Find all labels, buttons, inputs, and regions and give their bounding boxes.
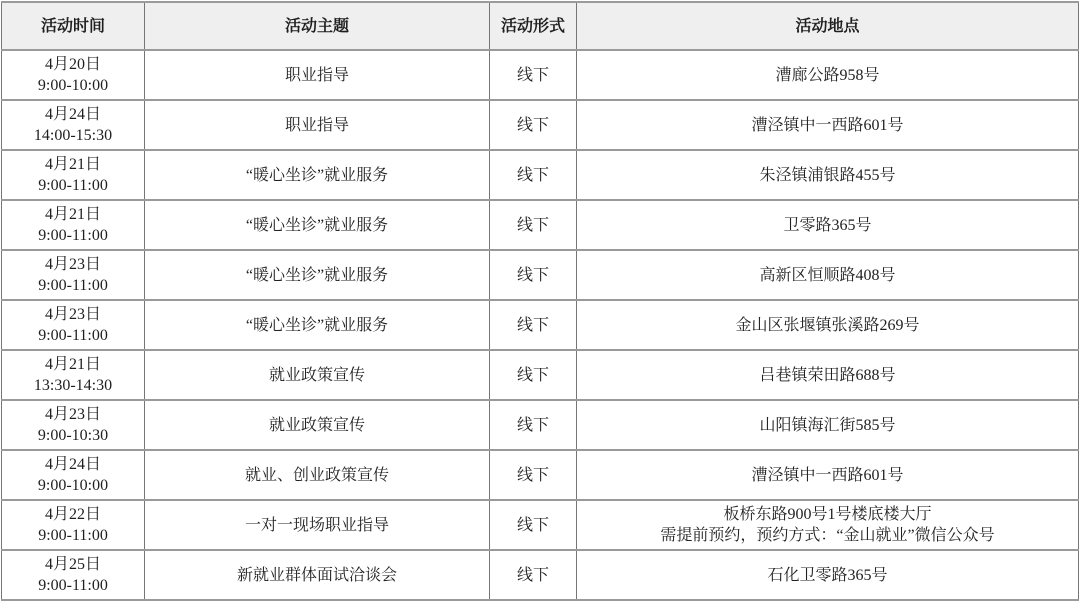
location-line: 卫零路365号: [783, 216, 872, 234]
location-cell: [577, 100, 1079, 150]
activity-time: 9:00-11:00: [38, 327, 108, 344]
activity-date: 4月21日: [44, 206, 101, 223]
table-row: [2, 50, 1079, 100]
activity-time: 9:00-11:00: [38, 227, 108, 244]
location-line: 漕泾镇中一西路601号: [751, 466, 904, 484]
table-row: [2, 550, 1079, 600]
topic-cell: 一对一现场职业指导: [145, 500, 490, 550]
activity-date: 4月21日: [44, 356, 101, 373]
location-cell: [577, 450, 1079, 500]
topic-cell: “暖心坐诊”就业服务: [145, 300, 490, 350]
time-cell: [2, 100, 145, 150]
activity-date: 4月23日: [44, 406, 101, 423]
topic-cell: 就业政策宣传: [145, 400, 490, 450]
topic-cell: “暖心坐诊”就业服务: [145, 150, 490, 200]
format-cell: 线下: [490, 200, 577, 250]
topic-cell: 职业指导: [145, 50, 490, 100]
format-cell: 线下: [490, 300, 577, 350]
time-cell: [2, 550, 145, 600]
table-body: [2, 50, 1079, 600]
location-cell: [577, 300, 1079, 350]
topic-cell: 就业政策宣传: [145, 350, 490, 400]
column-header-time: 活动时间: [2, 2, 145, 50]
format-cell: 线下: [490, 100, 577, 150]
topic-cell: 新就业群体面试洽谈会: [145, 550, 490, 600]
format-cell: 线下: [490, 350, 577, 400]
time-cell: [2, 150, 145, 200]
location-line: 板桥东路900号1号楼底楼大厅: [723, 506, 932, 523]
location-cell: [577, 150, 1079, 200]
topic-cell: 职业指导: [145, 100, 490, 150]
activity-date: 4月24日: [44, 106, 101, 123]
topic-cell: “暖心坐诊”就业服务: [145, 250, 490, 300]
format-cell: 线下: [490, 50, 577, 100]
activity-date: 4月21日: [44, 156, 101, 173]
location-cell: [577, 200, 1079, 250]
topic-cell: “暖心坐诊”就业服务: [145, 200, 490, 250]
format-cell: 线下: [490, 400, 577, 450]
activity-time: 9:00-10:00: [37, 477, 109, 494]
column-header-topic: 活动主题: [145, 2, 490, 50]
location-cell: [577, 350, 1079, 400]
activity-time: 9:00-11:00: [38, 177, 108, 194]
location-cell: [577, 50, 1079, 100]
format-cell: 线下: [490, 550, 577, 600]
table-row: [2, 200, 1079, 250]
table-row: [2, 250, 1079, 300]
table-row: [2, 150, 1079, 200]
location-line: 漕廊公路958号: [775, 66, 880, 84]
activity-time: 9:00-11:00: [38, 577, 108, 594]
format-cell: 线下: [490, 150, 577, 200]
location-line: 漕泾镇中一西路601号: [751, 116, 904, 134]
location-line: 石化卫零路365号: [767, 566, 888, 584]
header-row: [2, 2, 1079, 50]
activity-time: 14:00-15:30: [33, 127, 113, 144]
time-cell: [2, 450, 145, 500]
location-cell: [577, 400, 1079, 450]
table-row: [2, 100, 1079, 150]
activity-time: 13:30-14:30: [33, 377, 113, 394]
location-cell: [577, 250, 1079, 300]
time-cell: [2, 200, 145, 250]
activity-date: 4月22日: [44, 506, 101, 523]
activity-date: 4月20日: [44, 56, 101, 73]
table-row: [2, 400, 1079, 450]
time-cell: [2, 300, 145, 350]
activity-time: 9:00-10:00: [37, 77, 109, 94]
table-row: [2, 350, 1079, 400]
activity-schedule-table: [1, 1, 1079, 601]
time-cell: [2, 50, 145, 100]
location-cell: [577, 550, 1079, 600]
activity-time: 9:00-11:00: [38, 527, 108, 544]
table-row: [2, 450, 1079, 500]
location-cell: [577, 500, 1079, 550]
format-cell: 线下: [490, 450, 577, 500]
activity-time: 9:00-11:00: [38, 277, 108, 294]
location-line: 需提前预约，预约方式：“金山就业”微信公众号: [660, 527, 995, 544]
time-cell: [2, 500, 145, 550]
table-row: [2, 500, 1079, 550]
time-cell: [2, 350, 145, 400]
time-cell: [2, 400, 145, 450]
location-line: 朱泾镇浦银路455号: [759, 166, 896, 184]
format-cell: 线下: [490, 250, 577, 300]
activity-date: 4月23日: [44, 306, 101, 323]
activity-time: 9:00-10:30: [37, 427, 109, 444]
activity-date: 4月25日: [44, 556, 101, 573]
column-header-location: 活动地点: [577, 2, 1079, 50]
activity-date: 4月24日: [44, 456, 101, 473]
column-header-format: 活动形式: [490, 2, 577, 50]
topic-cell: 就业、创业政策宣传: [145, 450, 490, 500]
activity-date: 4月23日: [44, 256, 101, 273]
location-line: 吕巷镇荣田路688号: [759, 366, 896, 384]
format-cell: 线下: [490, 500, 577, 550]
location-line: 金山区张堰镇张溪路269号: [735, 316, 920, 334]
table-row: [2, 300, 1079, 350]
location-line: 山阳镇海汇街585号: [759, 416, 896, 434]
time-cell: [2, 250, 145, 300]
location-line: 高新区恒顺路408号: [759, 266, 896, 284]
